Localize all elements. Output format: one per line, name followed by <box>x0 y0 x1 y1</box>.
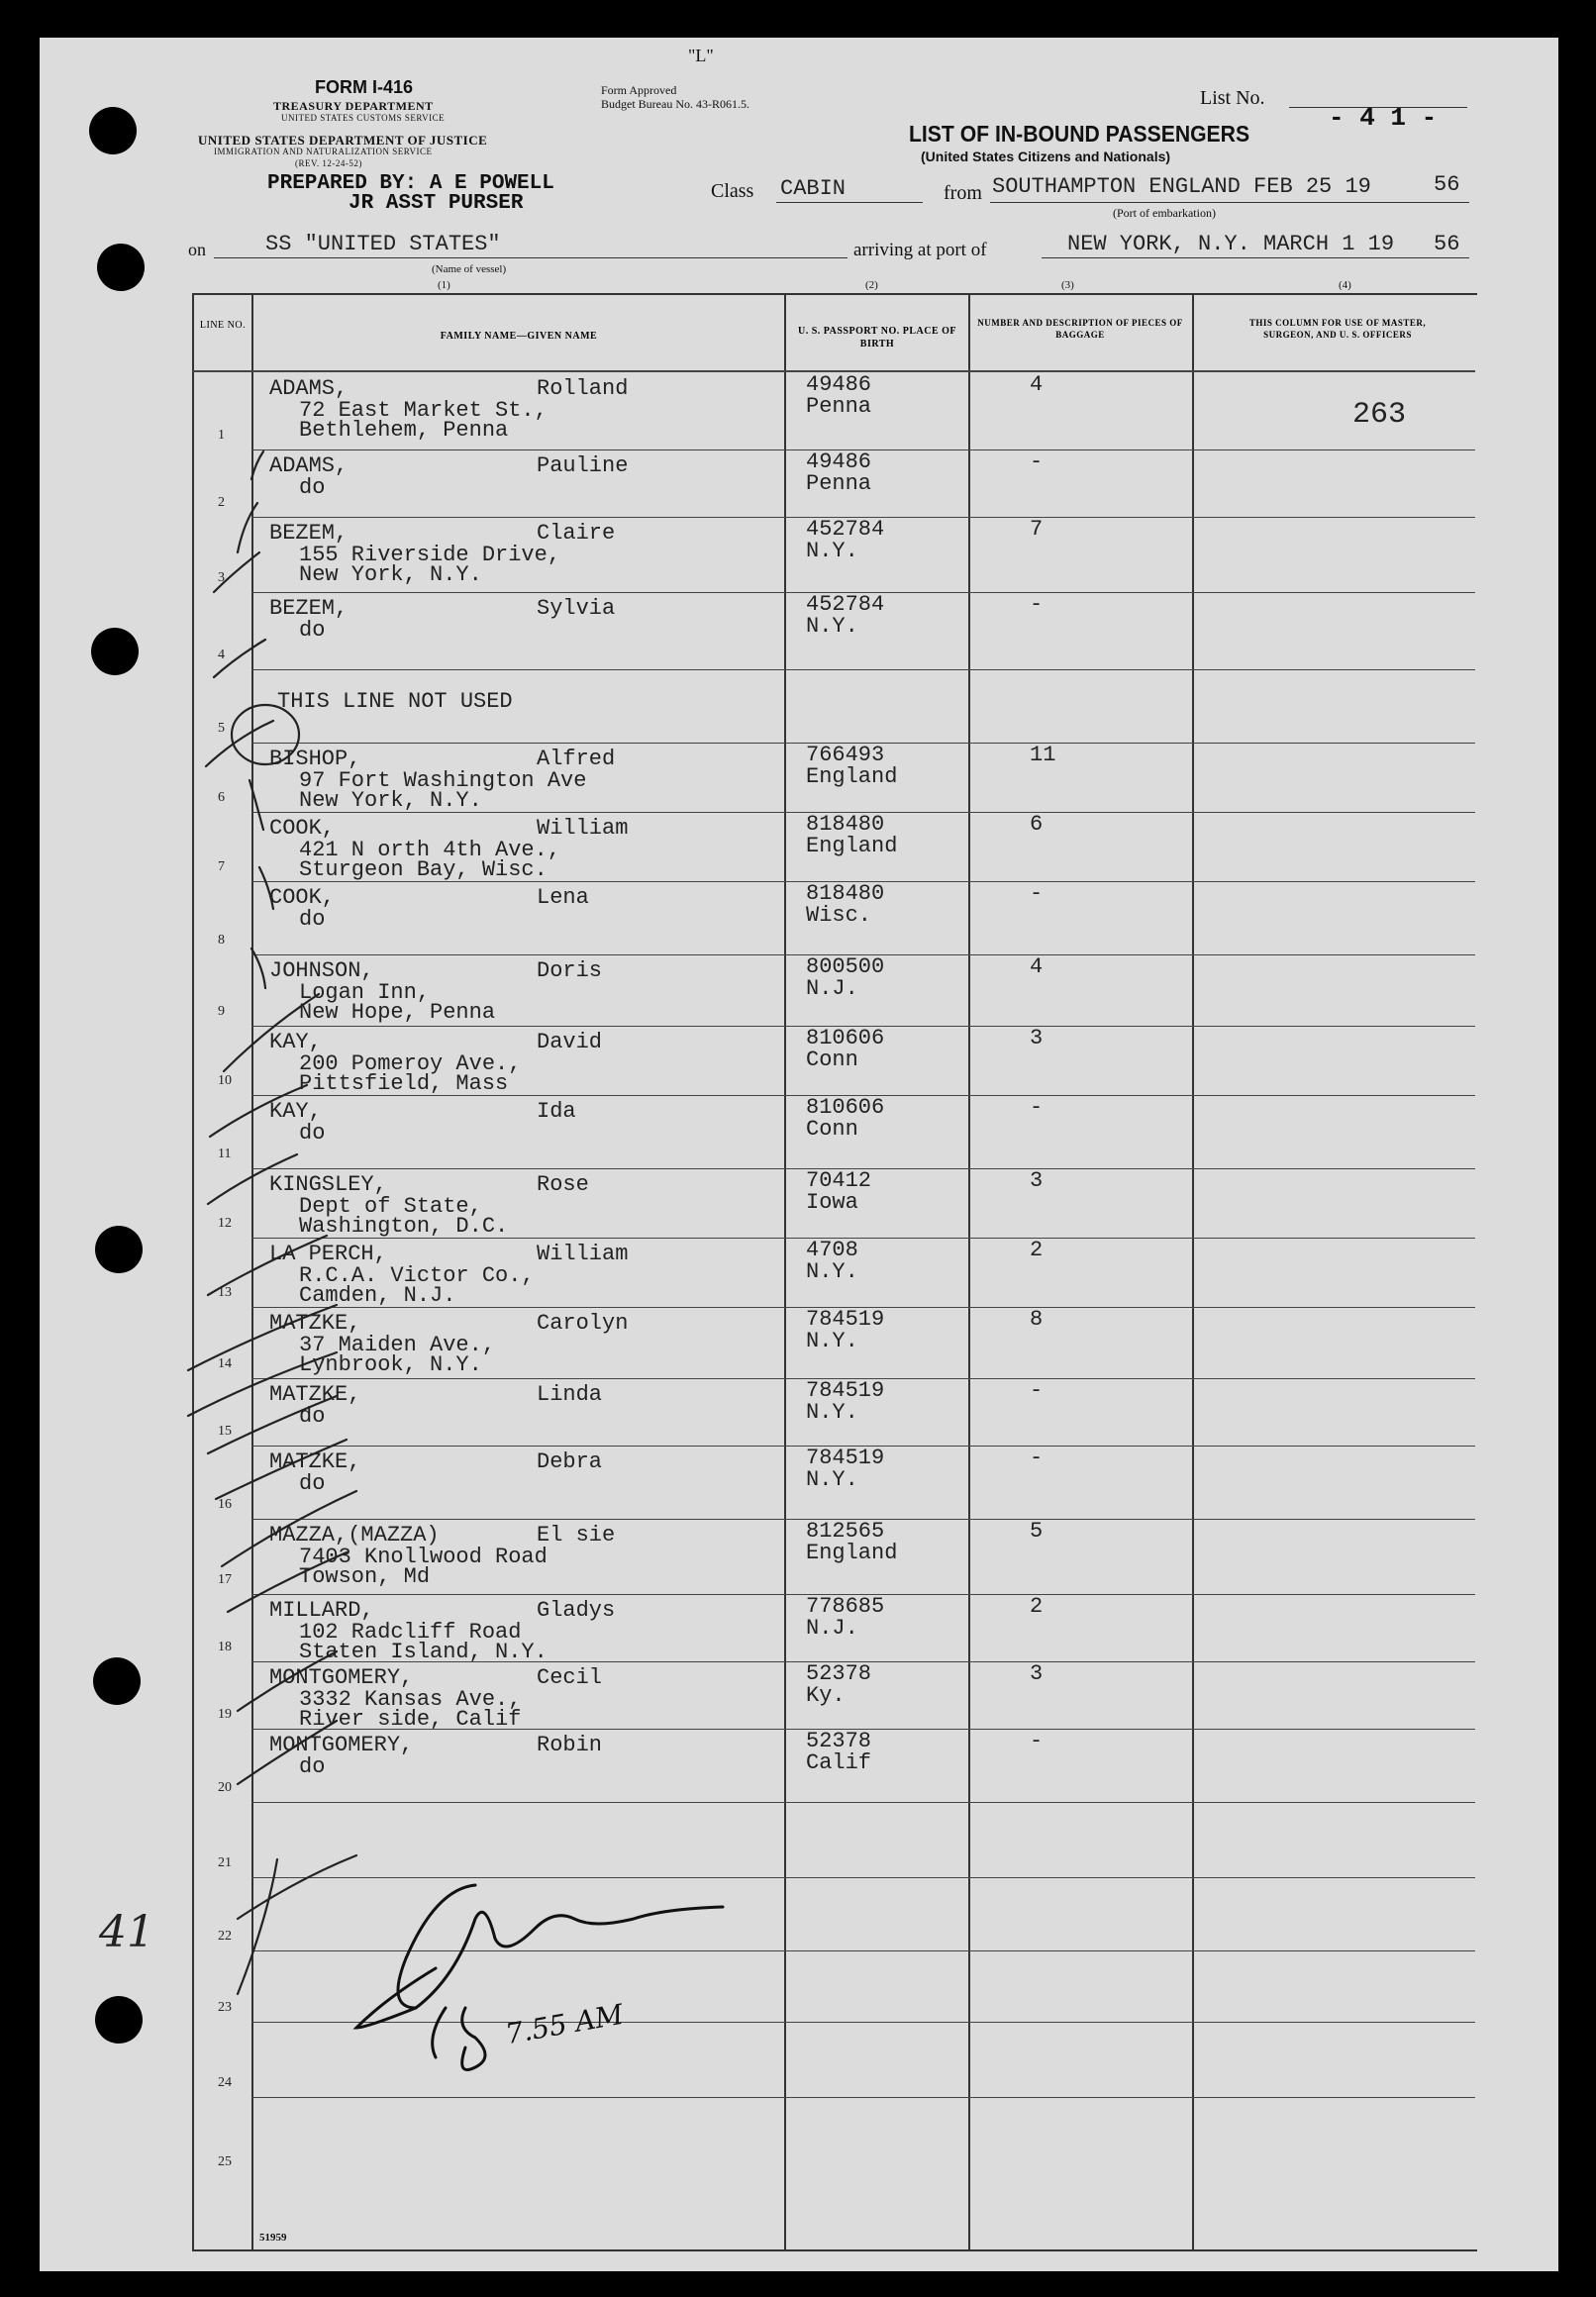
col-header-name-text: FAMILY NAME—GIVEN NAME <box>440 331 598 342</box>
baggage-count: 2 <box>1030 1238 1044 1262</box>
place-of-birth: Iowa <box>806 1190 858 1215</box>
address-line-1: 3332 Kansas Ave., <box>299 1687 522 1712</box>
address-line-2: Bethlehem, Penna <box>299 418 509 443</box>
vessel-label: (Name of vessel) <box>432 263 507 275</box>
list-title: LIST OF IN-BOUND PASSENGERS <box>909 121 1250 147</box>
given-name: Rose <box>537 1172 589 1197</box>
given-name: Lena <box>537 885 589 910</box>
address-line-1: Dept of State, <box>299 1194 482 1219</box>
form-approved: Form Approved <box>601 83 677 97</box>
address-line-1: 97 Fort Washington Ave <box>299 768 587 793</box>
passport-number: 70412 <box>806 1168 872 1193</box>
treasury-department: TREASURY DEPARTMENT <box>273 99 434 113</box>
given-name: David <box>537 1030 603 1054</box>
address-line-2: New Hope, Penna <box>299 1000 496 1025</box>
passport-number: 784519 <box>806 1446 885 1470</box>
prepared-by: PREPARED BY: A E POWELL <box>267 172 554 195</box>
class-label: Class <box>711 180 754 202</box>
line-number: 11 <box>218 1147 232 1161</box>
address-line-2: River side, Calif <box>299 1707 522 1732</box>
list-subtitle: (United States Citizens and Nationals) <box>921 149 1171 164</box>
form-number: FORM I-416 <box>315 77 414 97</box>
revision-date: (REV. 12-24-52) <box>295 158 362 168</box>
passport-number: 810606 <box>806 1095 885 1120</box>
passport-number: 812565 <box>806 1519 885 1544</box>
given-name: Carolyn <box>537 1311 629 1336</box>
family-name: BEZEM, <box>269 596 349 621</box>
family-name: KAY, <box>269 1099 322 1124</box>
document-page <box>40 38 1558 2271</box>
place-of-birth: N.J. <box>806 976 858 1001</box>
place-of-birth: England <box>806 764 898 789</box>
given-name: Alfred <box>537 747 616 771</box>
address-line-2: Pittsfield, Mass <box>299 1071 509 1096</box>
address-line-1: do <box>299 1754 326 1779</box>
place-of-birth: Ky. <box>806 1683 846 1708</box>
baggage-count: 4 <box>1030 954 1044 979</box>
line-number: 7 <box>218 859 225 874</box>
col-num-4: (4) <box>1339 279 1351 291</box>
line-number: 6 <box>218 790 225 805</box>
list-no-label: List No. <box>1200 87 1265 109</box>
family-name: COOK, <box>269 885 336 910</box>
col-header-baggage-text: NUMBER AND DESCRIPTION OF PIECES OF BAGGAGE <box>977 318 1183 340</box>
address-line-1: 72 East Market St., <box>299 398 548 423</box>
line-number: 13 <box>218 1285 232 1300</box>
passport-number: 52378 <box>806 1729 872 1753</box>
address-line-1: do <box>299 1121 326 1146</box>
place-of-birth: Conn <box>806 1117 858 1142</box>
top-mark: "L" <box>688 46 714 65</box>
place-of-birth: England <box>806 1541 898 1565</box>
baggage-count: - <box>1030 592 1044 617</box>
passport-number: 810606 <box>806 1026 885 1050</box>
footer-code: 51959 <box>259 2232 287 2244</box>
baggage-count: - <box>1030 1446 1044 1470</box>
line-number: 8 <box>218 933 225 948</box>
address-line-2: Towson, Md <box>299 1564 431 1589</box>
place-of-birth: N.Y. <box>806 1329 858 1353</box>
passport-number: 818480 <box>806 812 885 837</box>
line-number: 20 <box>218 1780 232 1795</box>
place-of-birth: Conn <box>806 1048 858 1072</box>
place-of-birth: N.J. <box>806 1616 858 1641</box>
arriving-year: 56 <box>1434 232 1460 256</box>
family-name: MILLARD, <box>269 1598 374 1623</box>
baggage-count: 8 <box>1030 1307 1044 1332</box>
given-name: Robin <box>537 1733 603 1757</box>
baggage-count: - <box>1030 1378 1044 1403</box>
place-of-birth: N.Y. <box>806 614 858 639</box>
given-name: Ida <box>537 1099 576 1124</box>
passport-number: 49486 <box>806 449 872 474</box>
prepared-title: JR ASST PURSER <box>349 192 524 215</box>
place-of-birth: N.Y. <box>806 1259 858 1284</box>
line-number: 23 <box>218 2000 232 2015</box>
baggage-count: 7 <box>1030 517 1044 542</box>
place-of-birth: Calif <box>806 1750 872 1775</box>
family-name: ADAMS, <box>269 376 349 401</box>
line-number: 15 <box>218 1424 232 1439</box>
given-name: Gladys <box>537 1598 616 1623</box>
address-line-2: Washington, D.C. <box>299 1214 509 1239</box>
line-number: 25 <box>218 2154 232 2169</box>
passport-number: 452784 <box>806 592 885 617</box>
embarkation-label: (Port of embarkation) <box>1113 206 1216 220</box>
given-name: El sie <box>537 1523 616 1548</box>
given-name: Linda <box>537 1382 603 1407</box>
baggage-count: 5 <box>1030 1519 1044 1544</box>
line-number: 21 <box>218 1855 232 1870</box>
baggage-count: - <box>1030 449 1044 474</box>
signature-time: 7.55 AM <box>503 1997 627 2051</box>
family-name: MATZKE, <box>269 1382 361 1407</box>
family-name: MAZZA,(MAZZA) <box>269 1523 440 1548</box>
address-line-2: Staten Island, N.Y. <box>299 1640 548 1664</box>
row-note: THIS LINE NOT USED <box>277 689 513 714</box>
passport-number: 452784 <box>806 517 885 542</box>
given-name: William <box>537 816 629 841</box>
address-line-1: 200 Pomeroy Ave., <box>299 1051 522 1076</box>
baggage-count: 2 <box>1030 1594 1044 1619</box>
address-line-1: 7403 Knollwood Road <box>299 1545 548 1569</box>
baggage-count: - <box>1030 1095 1044 1120</box>
address-line-1: do <box>299 475 326 500</box>
passport-number: 766493 <box>806 743 885 767</box>
col-num-2: (2) <box>865 279 878 291</box>
baggage-count: 3 <box>1030 1026 1044 1050</box>
address-line-1: Logan Inn, <box>299 980 431 1005</box>
from-value: SOUTHAMPTON ENGLAND FEB 25 19 <box>992 174 1371 199</box>
vessel-value: SS "UNITED STATES" <box>265 232 501 256</box>
baggage-count: 4 <box>1030 372 1044 397</box>
baggage-count: - <box>1030 881 1044 906</box>
line-number: 10 <box>218 1073 232 1088</box>
line-number: 16 <box>218 1497 232 1512</box>
passport-number: 52378 <box>806 1661 872 1686</box>
line-number: 12 <box>218 1216 232 1231</box>
given-name: Doris <box>537 958 603 983</box>
family-name: MATZKE, <box>269 1311 361 1336</box>
place-of-birth: N.Y. <box>806 1467 858 1492</box>
given-name: Pauline <box>537 453 629 478</box>
passport-number: 784519 <box>806 1378 885 1403</box>
passport-number: 4708 <box>806 1238 858 1262</box>
family-name: ADAMS, <box>269 453 349 478</box>
given-name: Cecil <box>537 1665 603 1690</box>
from-label: from <box>944 182 982 204</box>
address-line-2: Lynbrook, N.Y. <box>299 1352 482 1377</box>
line-number: 4 <box>218 648 225 662</box>
line-number: 9 <box>218 1004 225 1019</box>
budget-bureau: Budget Bureau No. 43-R061.5. <box>601 97 749 111</box>
line-number: 1 <box>218 428 225 443</box>
address-line-2: Camden, N.J. <box>299 1283 456 1308</box>
list-no-value: - 4 1 - <box>1329 103 1438 133</box>
line-number: 2 <box>218 495 225 510</box>
address-line-1: do <box>299 618 326 643</box>
address-line-2: New York, N.Y. <box>299 788 482 813</box>
family-name: KAY, <box>269 1030 322 1054</box>
family-name: JOHNSON, <box>269 958 374 983</box>
margin-note: 41 <box>99 1907 154 1957</box>
given-name: Debra <box>537 1449 603 1474</box>
given-name: William <box>537 1242 629 1266</box>
officer-mark: 263 <box>1352 398 1407 432</box>
place-of-birth: Wisc. <box>806 903 872 928</box>
address-line-2: New York, N.Y. <box>299 562 482 587</box>
given-name: Claire <box>537 521 616 546</box>
col-num-1: (1) <box>438 279 450 291</box>
baggage-count: 6 <box>1030 812 1044 837</box>
on-label: on <box>188 240 206 259</box>
place-of-birth: England <box>806 834 898 858</box>
handwritten-marks <box>40 38 1558 2271</box>
family-name: MATZKE, <box>269 1449 361 1474</box>
col-num-3: (3) <box>1061 279 1074 291</box>
address-line-1: R.C.A. Victor Co., <box>299 1263 535 1288</box>
justice-department: UNITED STATES DEPARTMENT OF JUSTICE <box>198 133 488 148</box>
address-line-1: do <box>299 1404 326 1429</box>
place-of-birth: N.Y. <box>806 539 858 563</box>
baggage-count: 11 <box>1030 743 1056 767</box>
baggage-count: 3 <box>1030 1661 1044 1686</box>
line-number: 19 <box>218 1707 232 1722</box>
passport-number: 800500 <box>806 954 885 979</box>
passport-number: 818480 <box>806 881 885 906</box>
address-line-2: Sturgeon Bay, Wisc. <box>299 857 548 882</box>
place-of-birth: Penna <box>806 394 872 419</box>
baggage-count: 3 <box>1030 1168 1044 1193</box>
from-year: 56 <box>1434 172 1460 197</box>
col-header-line-no-text: LINE NO. <box>199 320 247 331</box>
arriving-label: arriving at port of <box>853 240 987 260</box>
place-of-birth: N.Y. <box>806 1400 858 1425</box>
customs-service: UNITED STATES CUSTOMS SERVICE <box>281 113 446 123</box>
line-number: 3 <box>218 570 225 585</box>
family-name: MONTGOMERY, <box>269 1665 414 1690</box>
address-line-1: do <box>299 907 326 932</box>
address-line-1: 155 Riverside Drive, <box>299 543 561 567</box>
passport-number: 784519 <box>806 1307 885 1332</box>
line-number: 22 <box>218 1929 232 1944</box>
arriving-value: NEW YORK, N.Y. MARCH 1 19 <box>1067 232 1395 256</box>
place-of-birth: Penna <box>806 471 872 496</box>
given-name: Rolland <box>537 376 629 401</box>
line-number: 18 <box>218 1640 232 1654</box>
line-number: 17 <box>218 1572 232 1587</box>
family-name: COOK, <box>269 816 336 841</box>
given-name: Sylvia <box>537 596 616 621</box>
class-value: CABIN <box>780 176 847 201</box>
family-name: BISHOP, <box>269 747 361 771</box>
passport-number: 49486 <box>806 372 872 397</box>
col-header-passport-text: U. S. PASSPORT NO. PLACE OF BIRTH <box>797 326 957 350</box>
address-line-1: do <box>299 1471 326 1496</box>
family-name: MONTGOMERY, <box>269 1733 414 1757</box>
immigration-service: IMMIGRATION AND NATURALIZATION SERVICE <box>214 147 433 156</box>
line-number: 24 <box>218 2075 232 2090</box>
address-line-1: 102 Radcliff Road <box>299 1620 522 1645</box>
address-line-1: 421 N orth 4th Ave., <box>299 838 561 862</box>
passport-number: 778685 <box>806 1594 885 1619</box>
col-header-officers-text: THIS COLUMN FOR USE OF MASTER, SURGEON, AND U. S. OFFICERS <box>1248 318 1427 340</box>
baggage-count: - <box>1030 1729 1044 1753</box>
family-name: BEZEM, <box>269 521 349 546</box>
family-name: KINGSLEY, <box>269 1172 387 1197</box>
line-number: 14 <box>218 1356 232 1371</box>
line-number: 5 <box>218 721 225 736</box>
address-line-1: 37 Maiden Ave., <box>299 1333 496 1357</box>
family-name: LA PERCH, <box>269 1242 387 1266</box>
